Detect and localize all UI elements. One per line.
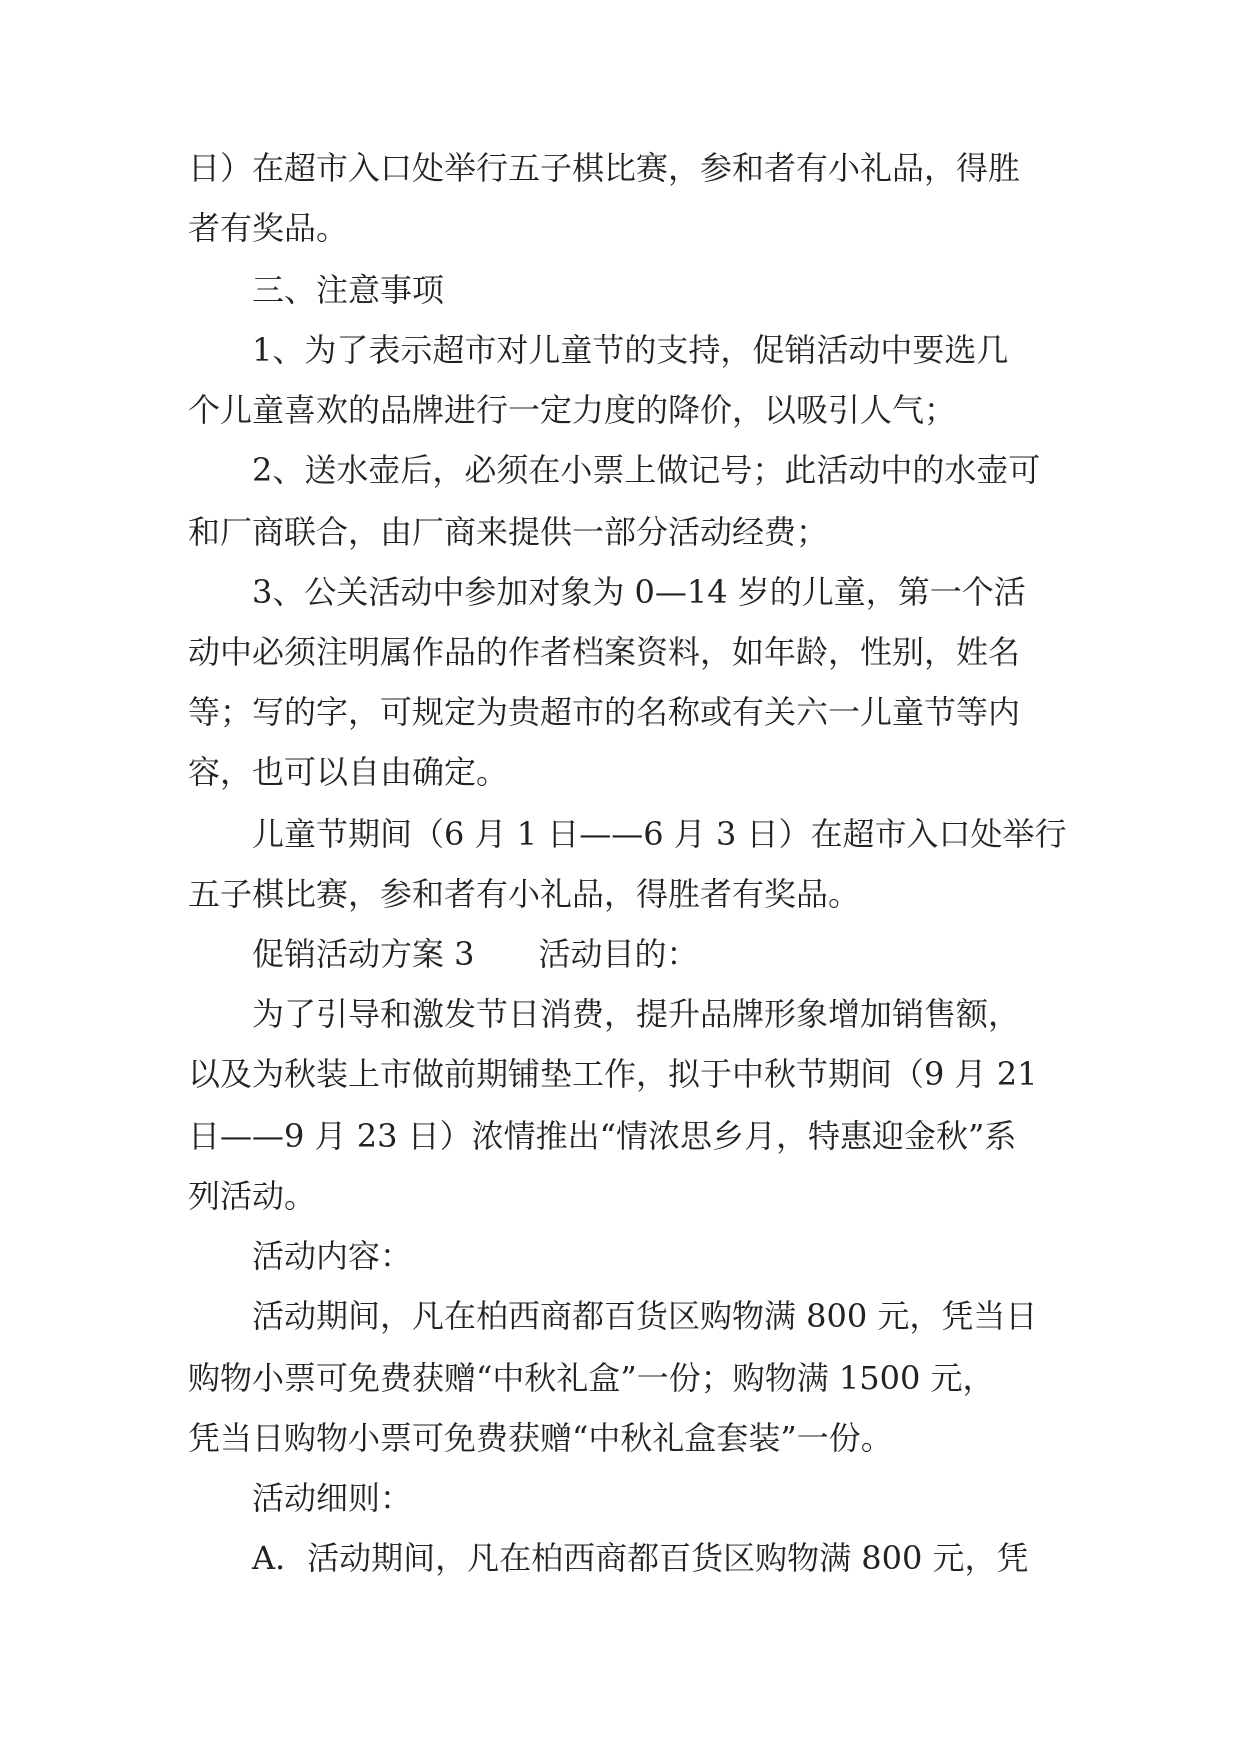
text-line: 1、为了表示超市对儿童节的支持，促销活动中要选几 [252, 331, 1009, 369]
text-line: 日）在超市入口处举行五子棋比赛，参和者有小礼品，得胜 [188, 149, 1021, 187]
text-line: 个儿童喜欢的品牌进行一定力度的降价，以吸引人气； [188, 391, 957, 429]
section-heading: 三、注意事项 [252, 271, 445, 309]
section-heading: 活动内容： [252, 1237, 413, 1275]
text-line: 五子棋比赛，参和者有小礼品，得胜者有奖品。 [188, 875, 861, 913]
text-line: 凭当日购物小票可免费获赠“中秋礼盒套装”一份。 [188, 1419, 893, 1457]
text-line: 动中必须注明属作品的作者档案资料，如年龄，性别，姓名 [188, 633, 1021, 671]
text-line: A．活动期间，凡在柏西商都百货区购物满 800 元，凭 [252, 1539, 1029, 1577]
text-line: 日——9 月 23 日）浓情推出“情浓思乡月，特惠迎金秋”系 [188, 1117, 1017, 1155]
text-line: 容，也可以自由确定。 [188, 753, 509, 791]
text-line: 2、送水壶后，必须在小票上做记号；此活动中的水壶可 [252, 451, 1041, 489]
text-line: 促销活动方案 3 活动目的： [252, 935, 699, 973]
text-line: 列活动。 [188, 1177, 317, 1215]
text-line: 3、公关活动中参加对象为 0—14 岁的儿童，第一个活 [252, 573, 1026, 611]
text-line: 者有奖品。 [188, 209, 349, 247]
text-line: 等；写的字，可规定为贵超市的名称或有关六一儿童节等内 [188, 693, 1021, 731]
text-line: 和厂商联合，由厂商来提供一部分活动经费； [188, 513, 829, 551]
text-line: 购物小票可免费获赠“中秋礼盒”一份；购物满 1500 元， [188, 1359, 995, 1397]
text-line: 以及为秋装上市做前期铺垫工作，拟于中秋节期间（9 月 21 [188, 1055, 1038, 1093]
text-line: 儿童节期间（6 月 1 日——6 月 3 日）在超市入口处举行 [252, 815, 1067, 853]
section-heading: 活动细则： [252, 1479, 413, 1517]
text-line: 为了引导和激发节日消费，提升品牌形象增加销售额， [252, 995, 1021, 1033]
text-line: 活动期间，凡在柏西商都百货区购物满 800 元，凭当日 [252, 1297, 1038, 1335]
